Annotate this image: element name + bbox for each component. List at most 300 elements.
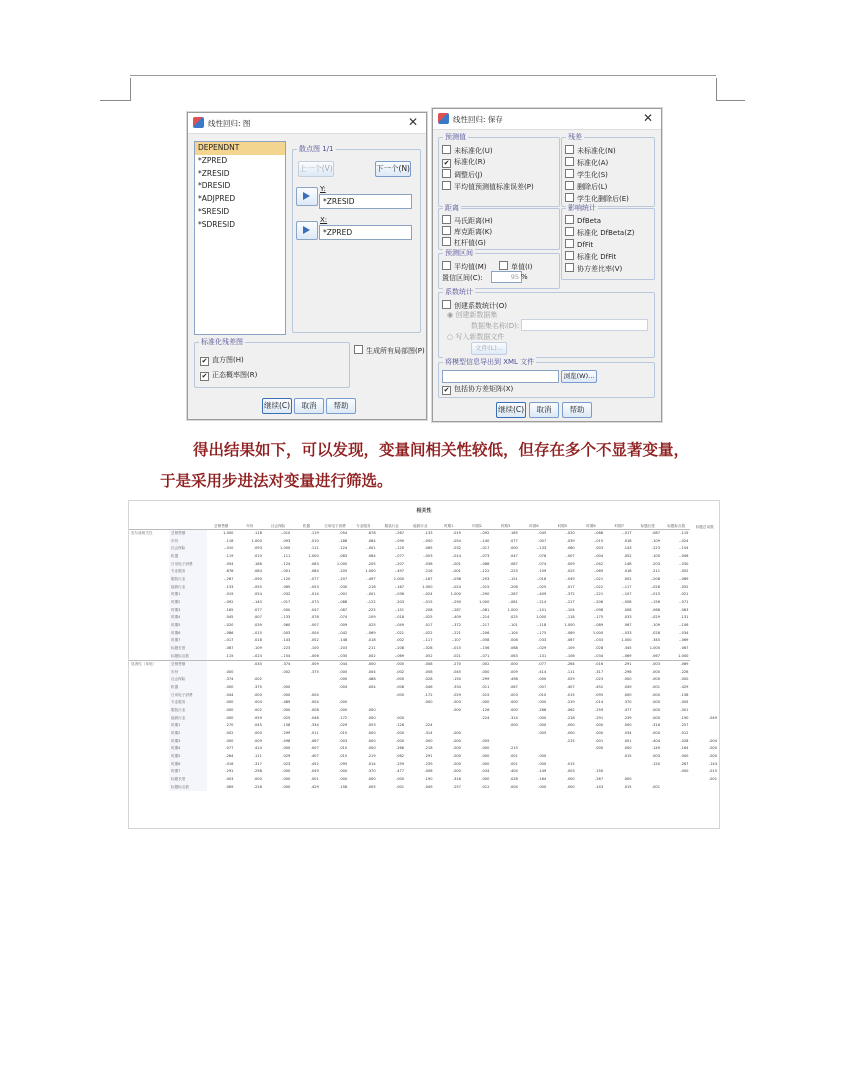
value-cell: .226 (662, 669, 690, 677)
value-cell: .225 (349, 607, 377, 615)
value-cell: .025 (349, 622, 377, 630)
influence-label: 影响统计 (568, 204, 596, 212)
value-cell: .028 (577, 645, 605, 653)
row-label-cell: 能源行业 (169, 715, 207, 723)
value-cell: -.287 (435, 607, 463, 615)
value-cell: .678 (349, 530, 377, 538)
variable-item[interactable]: DEPENDNT (195, 142, 285, 155)
value-cell: .001 (491, 761, 519, 769)
column-header: 时期2 (472, 524, 482, 528)
value-cell (435, 722, 463, 730)
value-cell: .165 (207, 607, 235, 615)
value-cell: -.120 (378, 545, 406, 553)
value-cell: .109 (634, 622, 662, 630)
value-cell: .000 (520, 676, 548, 684)
value-cell: .203 (321, 645, 349, 653)
value-cell: .084 (235, 568, 263, 576)
value-cell: .148 (605, 561, 633, 569)
value-cell: -.088 (321, 599, 349, 607)
value-cell: .452 (292, 761, 320, 769)
value-cell: .005 (349, 784, 377, 792)
table-row (129, 607, 719, 615)
infl-checkbox[interactable] (565, 215, 601, 225)
value-cell: .149 (520, 768, 548, 776)
value-cell: .002 (378, 669, 406, 677)
value-cell: -.042 (577, 561, 605, 569)
variable-item[interactable]: *DRESID (198, 181, 231, 191)
value-cell: .259 (577, 707, 605, 715)
row-label-cell: 时期7 (169, 637, 207, 645)
value-cell: .045 (235, 722, 263, 730)
value-cell: .069 (662, 661, 690, 669)
value-cell: .215 (548, 738, 576, 746)
cancel-button[interactable]: 取消 (529, 402, 559, 418)
value-cell: -.021 (577, 576, 605, 584)
value-cell: 1.000 (634, 645, 662, 653)
checkbox-empty-icon (565, 181, 574, 190)
value-cell: .000 (463, 699, 491, 707)
value-cell: -.290 (463, 591, 491, 599)
row-label-cell: 时期5 (169, 622, 207, 630)
value-cell: .054 (207, 561, 235, 569)
table-row (129, 591, 719, 599)
value-cell (406, 707, 434, 715)
row-label-cell: 机器 (169, 684, 207, 692)
value-cell: -.290 (435, 599, 463, 607)
value-cell: .000 (577, 722, 605, 730)
value-cell: .299 (463, 676, 491, 684)
move-to-y-button[interactable] (296, 187, 318, 206)
radio-label: 创建新数据集 (455, 311, 498, 319)
value-cell: .000 (435, 761, 463, 769)
value-cell: .005 (662, 699, 690, 707)
value-cell: -.409 (435, 614, 463, 622)
pi-confidence-field[interactable]: 95 (491, 271, 522, 283)
value-cell: .074 (520, 561, 548, 569)
value-cell: .052 (292, 637, 320, 645)
help-button[interactable]: 帮助 (326, 398, 356, 414)
value-cell: .407 (548, 684, 576, 692)
resid-checkbox[interactable] (565, 181, 607, 192)
value-cell: .054 (435, 538, 463, 546)
table-header-row (129, 515, 719, 530)
value-cell: .067 (292, 738, 320, 746)
value-cell: .030 (235, 661, 263, 669)
checkbox-empty-icon (442, 181, 451, 190)
value-cell: .291 (605, 661, 633, 669)
dist-checkbox[interactable] (442, 226, 492, 237)
coef-dataset-name-field[interactable] (521, 319, 648, 331)
value-cell: -.217 (463, 622, 491, 630)
value-cell: .000 (577, 745, 605, 753)
group-label-cell (129, 676, 169, 684)
value-cell: -.133 (520, 545, 548, 553)
dist-checkbox[interactable] (442, 215, 493, 226)
coef-file-button[interactable]: 文件(L)... (471, 342, 507, 355)
variable-item[interactable]: *ADJPRED (198, 194, 236, 204)
value-cell: -.089 (577, 622, 605, 630)
group-label-cell (129, 545, 169, 553)
value-cell: .000 (264, 607, 292, 615)
checkbox-empty-icon (442, 300, 451, 309)
value-cell: .003 (548, 768, 576, 776)
infl-checkbox[interactable] (565, 263, 622, 274)
value-cell: .012 (662, 730, 690, 738)
value-cell: .060 (548, 545, 576, 553)
plots-dialog (187, 112, 427, 420)
value-cell: .000 (378, 776, 406, 784)
row-label-cell: 社会保险 (169, 545, 207, 553)
variable-list[interactable] (194, 141, 286, 335)
resid-checkbox[interactable] (565, 157, 608, 168)
value-cell: .143 (577, 784, 605, 792)
value-cell: -.117 (406, 637, 434, 645)
checkbox-empty-icon (565, 169, 574, 178)
row-label-cell: 时期7 (169, 768, 207, 776)
value-cell: .000 (349, 661, 377, 669)
value-cell: -.088 (463, 561, 491, 569)
variable-item[interactable]: *SDRESID (198, 219, 235, 229)
value-cell (349, 699, 377, 707)
value-cell: .000 (378, 661, 406, 669)
value-cell (662, 784, 690, 792)
value-cell: 1.000 (605, 637, 633, 645)
continue-button[interactable]: 继续(C) (496, 402, 526, 418)
value-cell: .028 (634, 630, 662, 638)
value-cell: .049 (690, 715, 719, 723)
value-cell: .429 (662, 684, 690, 692)
coef-new-dataset-radio[interactable]: ◉ 创建新数据集 (447, 311, 498, 319)
value-cell: .345 (634, 637, 662, 645)
value-cell: .060 (264, 622, 292, 630)
value-cell: -.010 (264, 530, 292, 538)
correlations-table-image (128, 500, 720, 829)
value-cell: .025 (264, 715, 292, 723)
column-header: 标题长度 (640, 524, 655, 528)
value-cell: .034 (463, 768, 491, 776)
value-cell: .046 (292, 715, 320, 723)
page-header-rule (130, 75, 716, 76)
value-cell: .225 (491, 568, 519, 576)
value-cell: -.030 (662, 561, 690, 569)
value-cell: .039 (548, 538, 576, 546)
table-row (129, 614, 719, 622)
help-button[interactable]: 帮助 (562, 402, 592, 418)
value-cell: .003 (321, 738, 349, 746)
pi-mean-checkbox[interactable] (442, 261, 487, 272)
value-cell: .317 (235, 761, 263, 769)
value-cell: .095 (321, 761, 349, 769)
value-cell: -.104 (491, 630, 519, 638)
value-cell: .084 (292, 568, 320, 576)
checkbox-empty-icon (354, 345, 363, 354)
close-icon[interactable]: ✕ (642, 111, 653, 125)
value-cell: .015 (321, 753, 349, 761)
value-cell: .375 (292, 669, 320, 677)
value-cell: .087 (634, 530, 662, 538)
value-cell: -.006 (662, 553, 690, 561)
column-header: 时期1 (443, 524, 454, 528)
value-cell: -.007 (292, 622, 320, 630)
next-button[interactable]: 下一个(N) (375, 161, 411, 177)
coef-dataset-name-label: 数据集名称(D): (471, 322, 520, 330)
checkbox-label: 库克距离(K) (454, 228, 493, 236)
row-label-cell: 时期4 (169, 614, 207, 622)
group-label-cell (129, 653, 169, 661)
value-cell: -.004 (577, 553, 605, 561)
value-cell: .011 (463, 684, 491, 692)
value-cell (264, 676, 292, 684)
value-cell: .414 (235, 745, 263, 753)
value-cell: .018 (235, 637, 263, 645)
checkbox-label: 调整后(J) (454, 171, 483, 179)
variable-item[interactable]: *SRESID (198, 206, 230, 216)
value-cell: .000 (207, 738, 235, 746)
value-cell: .000 (207, 715, 235, 723)
value-cell: -.017 (605, 530, 633, 538)
value-cell: .143 (690, 761, 719, 769)
group-label-cell (129, 591, 169, 599)
value-cell: -.050 (235, 584, 263, 592)
checkbox-checked-icon: ✔ (201, 372, 208, 380)
value-cell: -.028 (634, 584, 662, 592)
coef-write-file-radio[interactable]: ○ 写入新数据文件 (447, 333, 505, 341)
infl-checkbox[interactable] (565, 251, 616, 262)
browse-button[interactable]: 浏览(W)... (561, 370, 597, 383)
value-cell: .001 (690, 776, 719, 784)
value-cell: .008 (605, 607, 633, 615)
value-cell: .016 (207, 761, 235, 769)
value-cell: .118 (207, 538, 235, 546)
value-cell: .190 (662, 715, 690, 723)
table-row (129, 676, 719, 684)
value-cell: -.015 (577, 538, 605, 546)
table-row (129, 776, 719, 784)
save-dialog (432, 108, 662, 422)
value-cell: .186 (321, 538, 349, 546)
cancel-button[interactable]: 取消 (294, 398, 324, 414)
table-row (129, 684, 719, 692)
value-cell: .115 (207, 653, 235, 661)
value-cell: .370 (349, 768, 377, 776)
row-label-cell: 时期2 (169, 730, 207, 738)
value-cell: -.207 (321, 576, 349, 584)
histogram-checkbox[interactable] (200, 355, 244, 366)
pred-standardized-checkbox[interactable] (442, 157, 485, 168)
value-cell: 1.000 (292, 553, 320, 561)
value-cell: .002 (378, 637, 406, 645)
value-cell: .111 (264, 553, 292, 561)
column-header: 时期3 (500, 524, 511, 528)
value-cell: .000 (634, 669, 662, 677)
partial-plots-checkbox[interactable] (354, 345, 425, 356)
value-cell: .003 (491, 692, 519, 700)
save-dialog-title: 线性回归: 保存 (453, 115, 503, 124)
value-cell: .001 (634, 684, 662, 692)
value-cell: .218 (548, 715, 576, 723)
dist-checkbox[interactable] (442, 237, 486, 248)
row-label-cell: 时期2 (169, 599, 207, 607)
value-cell: .063 (491, 653, 519, 661)
resid-checkbox[interactable] (565, 145, 616, 156)
value-cell (634, 776, 662, 784)
pred-unstandardized-checkbox[interactable] (442, 145, 493, 156)
value-cell: .004 (349, 669, 377, 677)
value-cell: .078 (520, 553, 548, 561)
infl-checkbox[interactable] (565, 239, 593, 249)
row-label-cell: 总销售额 (169, 661, 207, 669)
value-cell: -.036 (378, 591, 406, 599)
value-cell: .000 (463, 745, 491, 753)
paragraph-line-1: 得出结果如下，可以发现，变量间相关性较低，但存在多个不显著变量， (193, 440, 690, 459)
value-cell: .109 (349, 614, 377, 622)
value-cell: -.140 (463, 538, 491, 546)
value-cell: .009 (235, 738, 263, 746)
value-cell: -.042 (321, 630, 349, 638)
table-row (129, 722, 719, 730)
value-cell (321, 692, 349, 700)
value-cell: .124 (264, 561, 292, 569)
table-row (129, 745, 719, 753)
pred-se-checkbox[interactable] (442, 181, 534, 192)
value-cell (491, 738, 519, 746)
pi-percent-label: % (521, 273, 528, 281)
value-cell: .000 (264, 707, 292, 715)
value-cell: .334 (435, 684, 463, 692)
value-cell: .264 (207, 753, 235, 761)
row-label-cell: 时期3 (169, 607, 207, 615)
variable-item[interactable]: *ZRESID (198, 168, 230, 178)
value-cell: .044 (321, 661, 349, 669)
pred-adjusted-checkbox[interactable] (442, 169, 483, 180)
value-cell: .000 (662, 676, 690, 684)
value-cell: .015 (605, 753, 633, 761)
x-axis-field[interactable]: *ZPRED (319, 225, 412, 240)
value-cell: .001 (378, 784, 406, 792)
checkbox-label: DfFit (577, 241, 594, 249)
value-cell: .133 (406, 530, 434, 538)
checkbox-label: 包括协方差矩阵(X) (454, 385, 514, 393)
value-cell: .084 (349, 553, 377, 561)
value-cell: .000 (435, 707, 463, 715)
checkbox-label: 马氏距离(H) (454, 217, 493, 225)
value-cell: -.077 (292, 576, 320, 584)
move-to-x-button[interactable] (296, 221, 318, 240)
value-cell: .165 (491, 530, 519, 538)
value-cell: .001 (577, 738, 605, 746)
checkbox-label: 标准化(A) (577, 159, 609, 167)
value-cell: -.372 (548, 591, 576, 599)
value-cell: -.049 (378, 622, 406, 630)
value-cell: 1.000 (349, 568, 377, 576)
group-label-cell (129, 761, 169, 769)
value-cell: .000 (235, 776, 263, 784)
previous-button[interactable]: 上一个(V) (298, 161, 334, 177)
infl-checkbox[interactable] (565, 227, 634, 238)
value-cell: .017 (548, 584, 576, 592)
value-cell: .316 (634, 722, 662, 730)
value-cell: .054 (321, 530, 349, 538)
value-cell (349, 692, 377, 700)
value-cell: .267 (577, 776, 605, 784)
value-cell: .150 (634, 761, 662, 769)
value-cell: .150 (577, 768, 605, 776)
value-cell: -.014 (292, 591, 320, 599)
value-cell: -.024 (662, 538, 690, 546)
value-cell: .002 (463, 661, 491, 669)
close-icon[interactable]: ✕ (407, 115, 418, 129)
value-cell: -.020 (548, 530, 576, 538)
value-cell: -.024 (435, 584, 463, 592)
table-row (129, 576, 719, 584)
value-cell: .003 (264, 630, 292, 638)
group-label-cell (129, 576, 169, 584)
value-cell: .008 (406, 768, 434, 776)
radio-label: 写入新数据文件 (455, 333, 505, 341)
checkbox-empty-icon (565, 157, 574, 166)
value-cell: .002 (349, 653, 377, 661)
value-cell (605, 768, 633, 776)
value-cell: .131 (520, 653, 548, 661)
histogram-label: 直方图(H) (212, 356, 244, 364)
value-cell: .010 (321, 745, 349, 753)
table-row (129, 715, 719, 723)
continue-button[interactable]: 继续(C) (262, 398, 292, 414)
value-cell: .000 (634, 676, 662, 684)
value-cell: -.101 (520, 607, 548, 615)
column-header: 总销售额 (214, 524, 229, 528)
value-cell: .095 (577, 692, 605, 700)
value-cell: 1.000 (264, 545, 292, 553)
value-cell: -.010 (207, 545, 235, 553)
value-cell: .203 (634, 561, 662, 569)
variable-item[interactable]: *ZPRED (198, 155, 228, 165)
value-cell: .014 (577, 699, 605, 707)
table-row (129, 653, 719, 661)
value-cell: -.156 (463, 645, 491, 653)
value-cell: 1.000 (378, 576, 406, 584)
value-cell: .018 (605, 568, 633, 576)
value-cell: .000 (378, 738, 406, 746)
value-cell: -.034 (662, 630, 690, 638)
value-cell: .000 (264, 684, 292, 692)
value-cell: .158 (321, 784, 349, 792)
value-cell: .678 (207, 568, 235, 576)
value-cell: .158 (662, 692, 690, 700)
normal-prob-checkbox[interactable] (200, 370, 257, 381)
include-covariance-checkbox[interactable] (442, 384, 513, 395)
value-cell: .087 (321, 607, 349, 615)
resid-checkbox[interactable] (565, 169, 608, 180)
checkbox-empty-icon (442, 145, 451, 154)
table-row (129, 692, 719, 700)
value-cell: -.033 (577, 637, 605, 645)
value-cell: .004 (235, 699, 263, 707)
row-label-cell: 标题标点数 (169, 653, 207, 661)
value-cell: -.025 (520, 584, 548, 592)
value-cell: .429 (292, 784, 320, 792)
checkbox-empty-icon (565, 215, 574, 224)
y-axis-field[interactable]: *ZRESID (319, 194, 412, 209)
value-cell: -.208 (378, 645, 406, 653)
group-label-cell (129, 722, 169, 730)
value-cell: -.104 (548, 607, 576, 615)
value-cell: .000 (264, 784, 292, 792)
value-cell: .044 (207, 692, 235, 700)
value-cell: .150 (435, 676, 463, 684)
value-cell: .000 (435, 738, 463, 746)
xml-file-field[interactable] (442, 370, 559, 383)
